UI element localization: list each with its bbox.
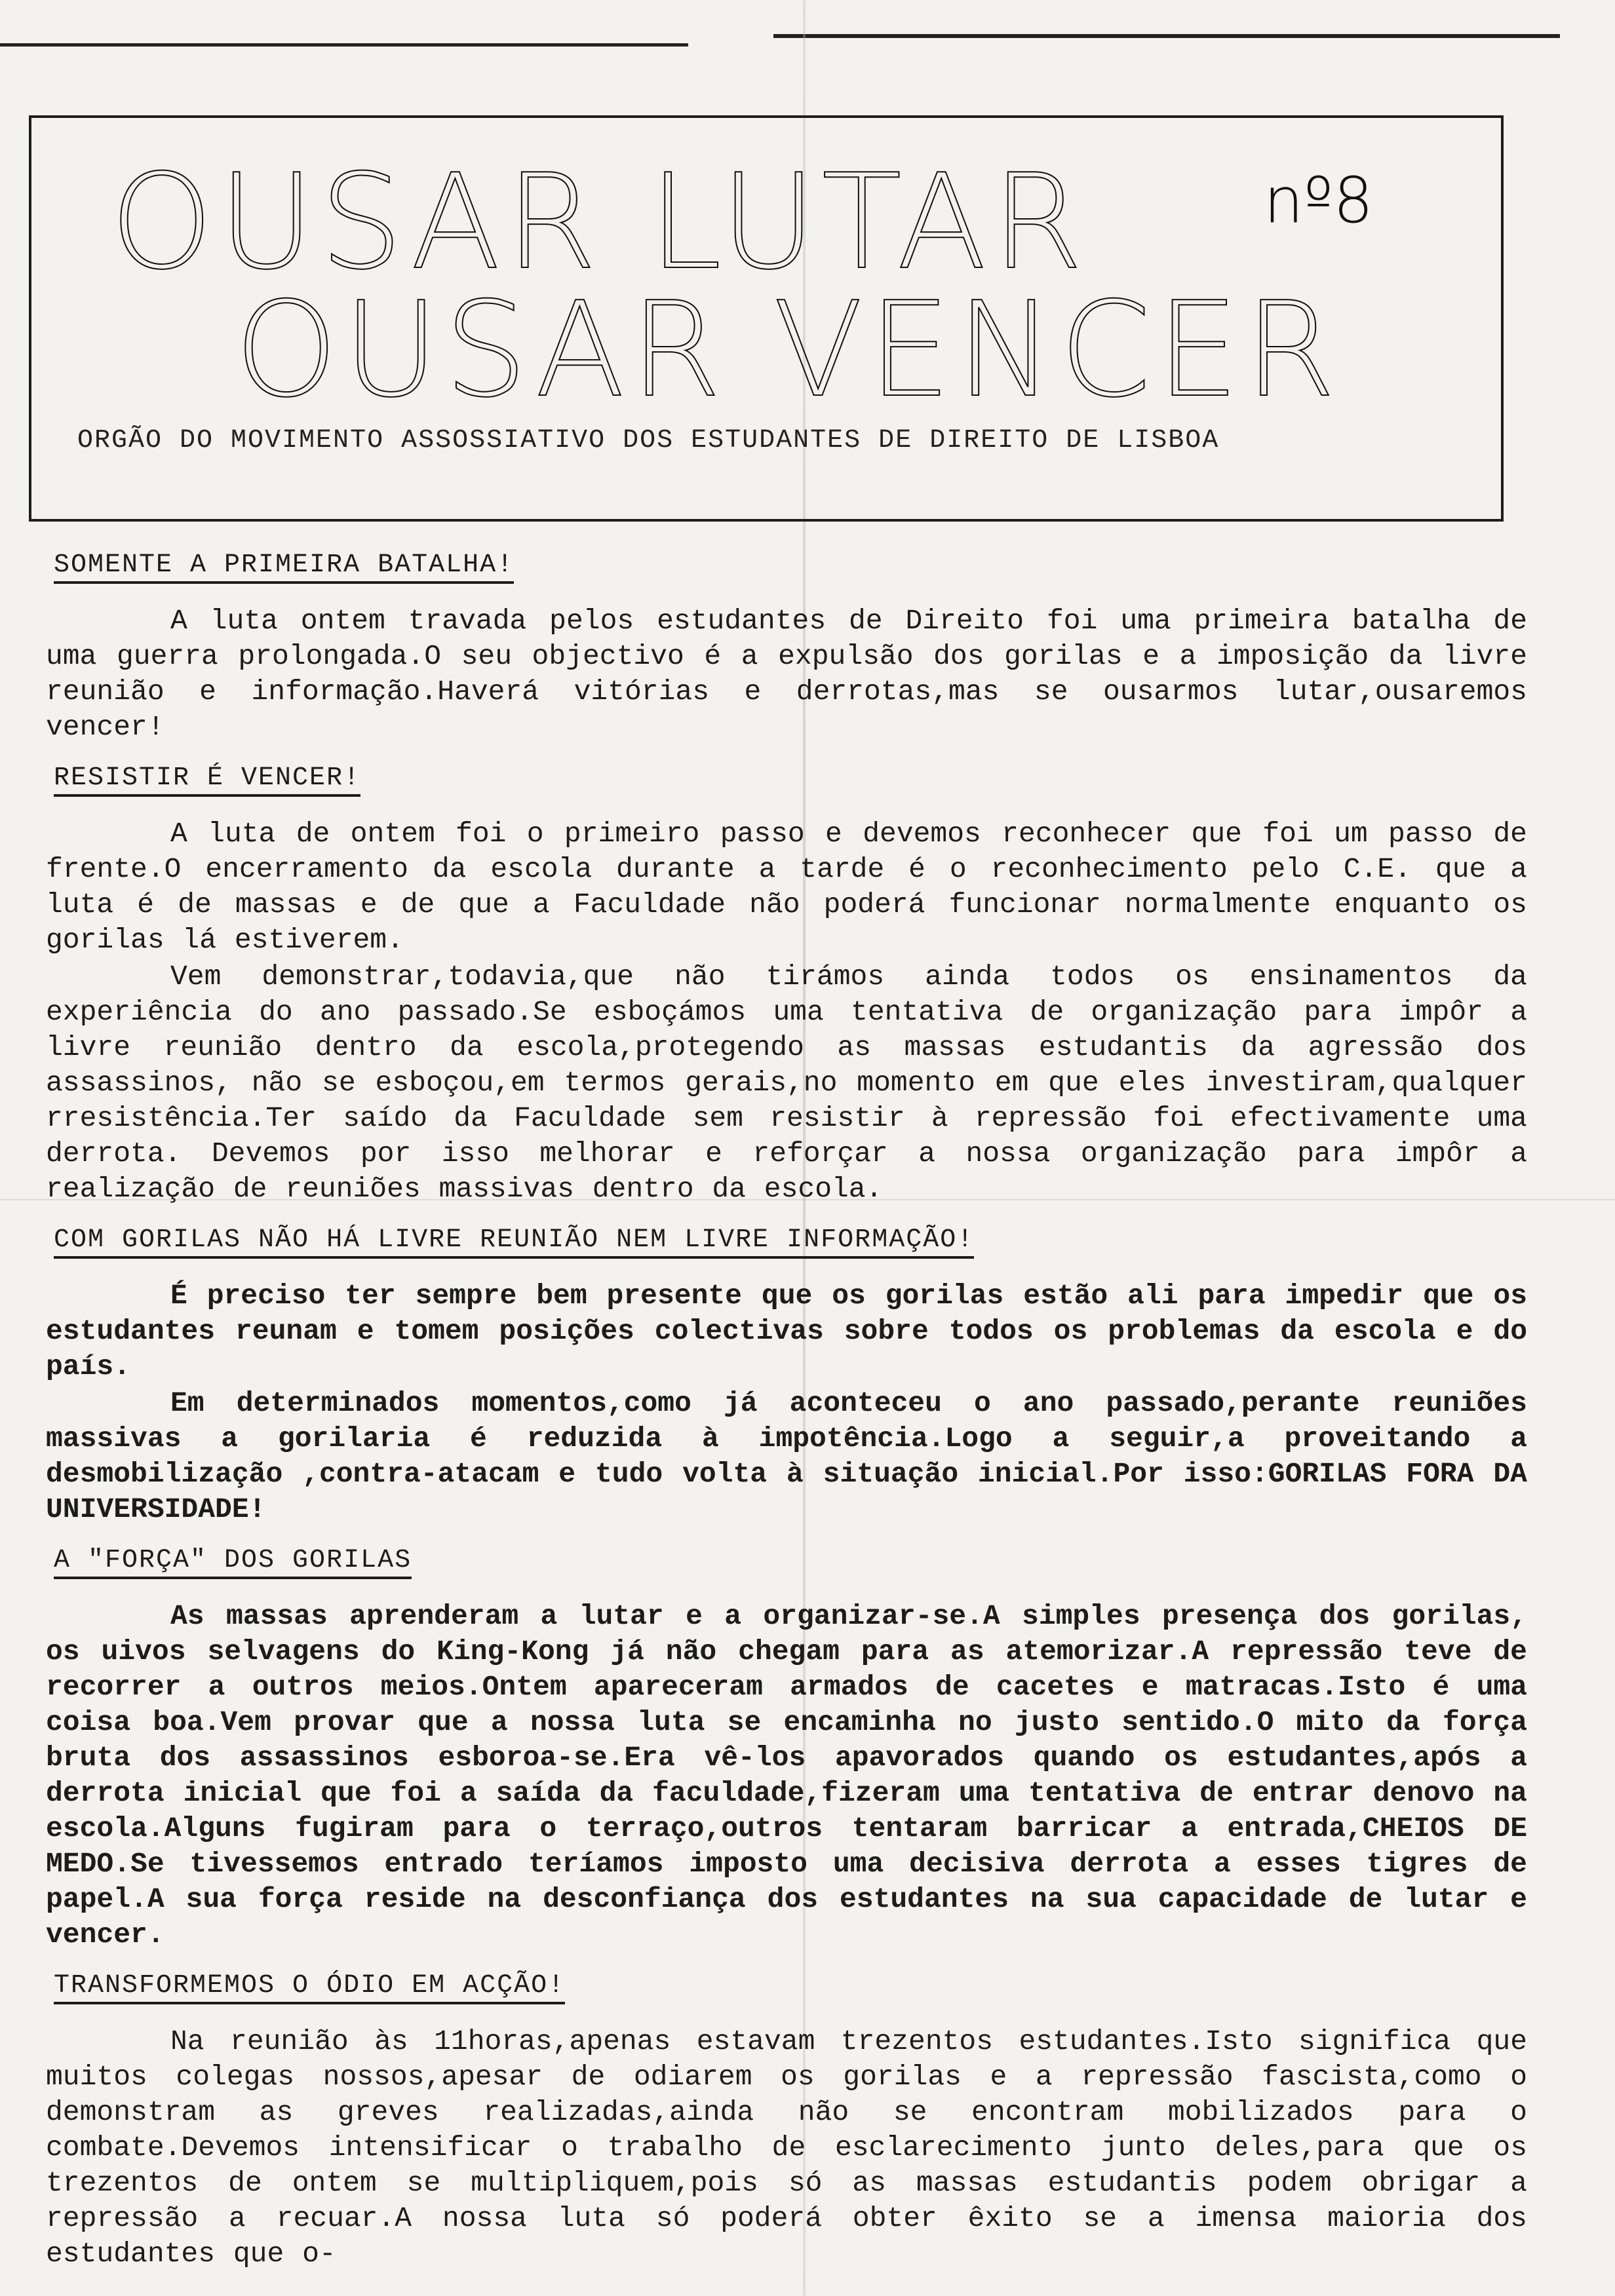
paragraph: Vem demonstrar,todavia,que não tirámos ainda todos os ensinamentos da experiência do ano passado.Se esboçámos uma tentativa de organização para impôr a livre reunião dentro da escola,protegendo as massas estudantis da agressão dos assassinos, não se esboçou,em termos gerais,no momento em que eles investiram,qualquer rresistência.Ter saído da Faculdade sem resistir à repressão foi efectivamente uma derrota. Devemos por isso melhorar e reforçar a nossa organização para impôr a realização de reuniões massivas dentro da escola. (46, 961, 1527, 1205)
paragraph: É preciso ter sempre bem presente que os gorilas estão ali para impedir que os estudantes reunam e tomem posições colectivas sobre todos os problemas da escola e do país. (46, 1280, 1527, 1383)
scan-artifact-top-left (0, 43, 688, 47)
section-heading: RESISTIR É VENCER! (54, 763, 360, 797)
masthead-subtitle: ORGÃO DO MOVIMENTO ASSOSSIATIVO DOS ESTUDANTES DE DIREITO DE LISBOA (77, 426, 1220, 455)
section-somente-a-primeira-batalha (46, 550, 1553, 745)
section-heading: TRANSFORMEMOS O ÓDIO EM ACÇÃO! (54, 1971, 565, 2004)
section-com-gorilas (46, 1225, 1553, 1527)
section-heading: A "FORÇA" DOS GORILAS (54, 1546, 412, 1579)
masthead (29, 115, 1504, 522)
paragraph: Em determinados momentos,como já aconteceu o ano passado,perante reuniões massivas a gorilaria é reduzida à impotência.Logo a seguir,a proveitando a desmobilização ,contra-atacam e tudo volta à situação inicial.Por isso:GORILAS FORA DA UNIVERSIDADE! (46, 1387, 1527, 1525)
paragraph: Na reunião às 11horas,apenas estavam trezentos estudantes.Isto significa que muitos colegas nossos,apesar de odiarem os gorilas e a repressão fascista,como o demonstram as greves realizadas,ainda não se encontram mobilizados para o combate.Devemos intensificar o trabalho de esclarecimento junto deles,para que os trezentos de ontem se multipliquem,pois só as massas estudantis podem obrigar a repressão a recuar.A nossa luta só poderá obter êxito se a imensa maioria dos estudantes que o- (46, 2025, 1527, 2270)
section-resistir-e-vencer (46, 763, 1553, 1207)
paragraph: A luta ontem travada pelos estudantes de Direito foi uma primeira batalha de uma guerra prolongada.O seu objectivo é a expulsão dos gorilas e a imposição da livre reunião e informação.Haverá vitórias e derrotas,mas se ousarmos lutar,ousaremos vencer! (46, 605, 1527, 743)
section-forca-dos-gorilas (46, 1546, 1553, 1953)
scan-artifact-top-right (773, 34, 1560, 38)
section-heading: SOMENTE A PRIMEIRA BATALHA! (54, 550, 514, 584)
title-line-2: OUSAR VENCER (235, 274, 1341, 427)
issue-number: nº8 (1264, 164, 1374, 237)
paragraph: As massas aprenderam a lutar e a organizar-se.A simples presença dos gorilas, os uivos selvagens do King-Kong já não chegam para as atemorizar.A repressão teve de recorrer a outros meios.Ontem apareceram armados de cacetes e matracas.Isto é uma coisa boa.Vem provar que a nossa luta se encaminha no justo sentido.O mito da força bruta dos assassinos esboroa-se.Era vê-los apavorados quando os estudantes,após a derrota inicial que foi a saída da faculdade,fizeram uma tentativa de entrar denovo na escola.Alguns fugiram para o terraço,outros tentaram barricar a entrada,CHEIOS DE MEDO.Se tivessemos entrado teríamos imposto uma decisiva derrota a esses tigres de papel.A sua força reside na desconfiança dos estudantes na sua capacidade de lutar e vencer. (46, 1600, 1527, 1951)
article-body (46, 550, 1553, 2290)
paragraph: A luta de ontem foi o primeiro passo e devemos reconhecer que foi um passo de frente.O encerramento da escola durante a tarde é o reconhecimento pelo C.E. que a luta é de massas e de que a Faculdade não poderá funcionar normalmente enquanto os gorilas lá estiverem. (46, 818, 1527, 956)
section-heading: COM GORILAS NÃO HÁ LIVRE REUNIÃO NEM LIVRE INFORMAÇÃO! (54, 1225, 974, 1259)
section-transformemos-o-odio (46, 1971, 1553, 2272)
title-line-1: OUSAR LUTAR (110, 146, 1089, 299)
